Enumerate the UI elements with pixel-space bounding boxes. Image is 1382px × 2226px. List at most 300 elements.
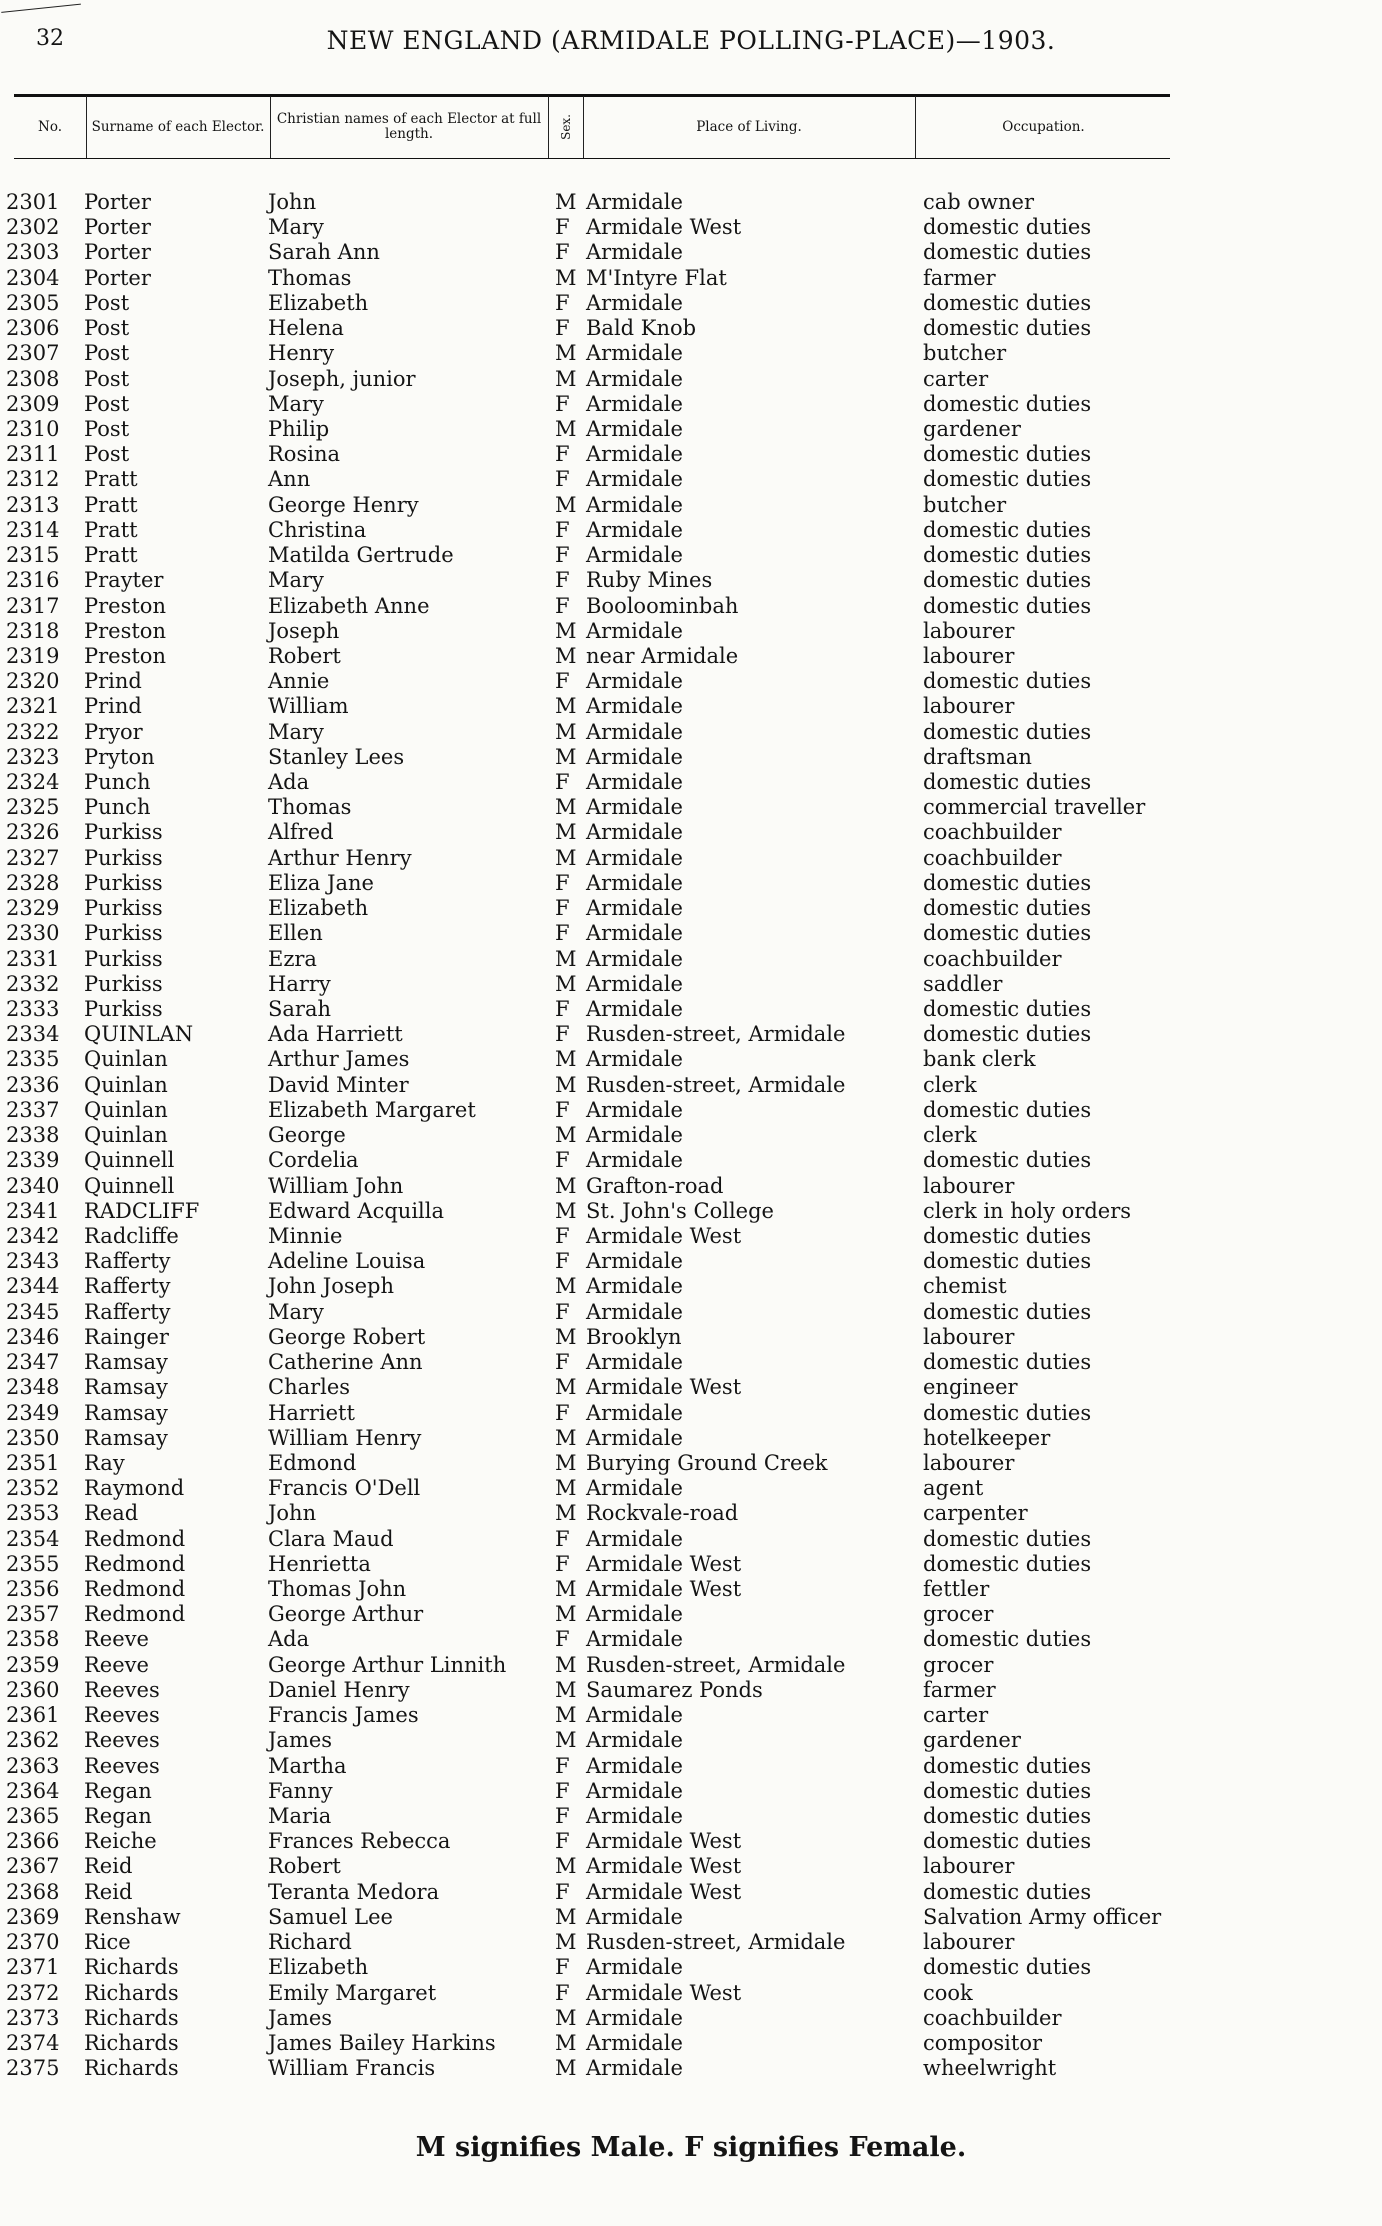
elector-sex: F: [555, 1753, 570, 1778]
elector-place-of-living: Armidale: [586, 1299, 683, 1324]
elector-number: 2309: [6, 391, 60, 416]
elector-surname: Post: [84, 290, 130, 315]
column-divider: [270, 96, 271, 158]
elector-christian-names: Rosina: [268, 442, 340, 467]
elector-occupation: commercial traveller: [923, 795, 1146, 820]
elector-surname: Ramsay: [84, 1425, 168, 1450]
elector-christian-names: Arthur James: [268, 1047, 410, 1072]
column-divider: [583, 96, 584, 158]
elector-occupation: domestic duties: [923, 391, 1092, 416]
elector-occupation: domestic duties: [923, 1804, 1092, 1828]
elector-sex: M: [555, 2056, 577, 2081]
column-divider: [548, 96, 549, 158]
elector-occupation: domestic duties: [923, 316, 1092, 341]
table-row: [0, 1653, 1382, 1678]
elector-place-of-living: Armidale: [586, 1526, 683, 1551]
elector-occupation: domestic duties: [923, 240, 1092, 265]
elector-sex: M: [555, 1930, 577, 1955]
elector-surname: Raymond: [84, 1476, 185, 1501]
elector-place-of-living: Saumarez Ponds: [586, 1677, 763, 1702]
elector-occupation: carter: [923, 366, 989, 391]
table-row: [0, 291, 1382, 316]
elector-christian-names: George Arthur Linnith: [268, 1652, 507, 1677]
elector-sex: F: [555, 669, 570, 694]
elector-sex: M: [555, 1274, 577, 1299]
elector-christian-names: Minnie: [268, 1223, 343, 1248]
elector-sex: M: [555, 1375, 577, 1400]
table-row: [0, 1955, 1382, 1980]
elector-number: 2339: [6, 1148, 60, 1173]
elector-christian-names: Emily Margaret: [268, 1980, 437, 2005]
elector-surname: Ramsay: [84, 1350, 168, 1375]
elector-christian-names: Elizabeth: [268, 896, 369, 921]
elector-place-of-living: St. John's College: [586, 1198, 774, 1223]
elector-sex: M: [555, 1173, 577, 1198]
elector-sex: F: [555, 1551, 570, 1576]
elector-place-of-living: Rusden-street, Armidale: [586, 1072, 846, 1097]
elector-sex: F: [555, 1148, 570, 1173]
elector-christian-names: George: [268, 1123, 346, 1148]
elector-sex: M: [555, 1072, 577, 1097]
elector-number: 2373: [6, 2005, 60, 2030]
table-row: [0, 367, 1382, 392]
table-row: [0, 2031, 1382, 2056]
elector-surname: Rice: [84, 1930, 131, 1955]
elector-place-of-living: Armidale: [586, 770, 683, 795]
elector-surname: Pratt: [84, 492, 138, 517]
elector-place-of-living: Bald Knob: [586, 316, 697, 341]
elector-place-of-living: Armidale: [586, 1400, 683, 1425]
table-row: [0, 1602, 1382, 1627]
elector-sex: M: [555, 845, 577, 870]
elector-occupation: gardener: [923, 416, 1021, 441]
elector-occupation: domestic duties: [923, 770, 1092, 795]
elector-number: 2316: [6, 568, 60, 593]
elector-surname: Redmond: [84, 1526, 186, 1551]
elector-number: 2347: [6, 1350, 60, 1375]
elector-sex: M: [555, 1854, 577, 1879]
elector-occupation: saddler: [923, 971, 1003, 996]
elector-christian-names: George Arthur: [268, 1602, 424, 1627]
elector-surname: Quinlan: [84, 1123, 168, 1148]
elector-number: 2340: [6, 1173, 60, 1198]
elector-christian-names: Elizabeth Anne: [268, 593, 430, 618]
elector-place-of-living: Ruby Mines: [586, 568, 713, 593]
elector-number: 2361: [6, 1703, 60, 1728]
elector-christian-names: Henrietta: [268, 1551, 371, 1576]
elector-place-of-living: Armidale: [586, 1123, 683, 1148]
table-row: [0, 1728, 1382, 1753]
elector-sex: M: [555, 946, 577, 971]
elector-christian-names: Catherine Ann: [268, 1350, 423, 1375]
elector-surname: Richards: [84, 2030, 179, 2055]
elector-sex: M: [555, 2005, 577, 2030]
elector-number: 2332: [6, 971, 60, 996]
elector-sex: M: [555, 366, 577, 391]
elector-occupation: domestic duties: [923, 1022, 1092, 1047]
elector-number: 2351: [6, 1450, 60, 1475]
elector-number: 2312: [6, 467, 60, 492]
elector-christian-names: William Francis: [268, 2056, 436, 2081]
elector-number: 2355: [6, 1551, 60, 1576]
elector-place-of-living: Armidale: [586, 1047, 683, 1072]
elector-place-of-living: Armidale: [586, 1627, 683, 1652]
elector-surname: Porter: [84, 215, 151, 240]
table-row: [0, 1199, 1382, 1224]
elector-christian-names: James Bailey Harkins: [268, 2030, 496, 2055]
elector-surname: Reid: [84, 1879, 133, 1904]
table-row: [0, 240, 1382, 265]
elector-occupation: domestic duties: [923, 669, 1092, 694]
elector-surname: Reeves: [84, 1677, 160, 1702]
table-row: [0, 2056, 1382, 2081]
table-row: [0, 1703, 1382, 1728]
table-row: [0, 493, 1382, 518]
elector-christian-names: Annie: [268, 669, 330, 694]
elector-surname: Quinlan: [84, 1047, 168, 1072]
elector-place-of-living: Brooklyn: [586, 1324, 682, 1349]
elector-surname: Purkiss: [84, 845, 163, 870]
elector-surname: Pryton: [84, 744, 155, 769]
elector-place-of-living: Armidale: [586, 618, 683, 643]
elector-christian-names: Francis James: [268, 1703, 419, 1728]
elector-place-of-living: Armidale: [586, 442, 683, 467]
elector-occupation: domestic duties: [923, 568, 1092, 593]
elector-place-of-living: Grafton-road: [586, 1173, 724, 1198]
elector-number: 2353: [6, 1501, 60, 1526]
table-row: [0, 266, 1382, 291]
elector-surname: Post: [84, 442, 130, 467]
elector-occupation: domestic duties: [923, 543, 1092, 568]
elector-sex: M: [555, 820, 577, 845]
elector-place-of-living: Armidale: [586, 1476, 683, 1501]
elector-number: 2338: [6, 1123, 60, 1148]
table-row: [0, 2006, 1382, 2031]
elector-place-of-living: Armidale: [586, 290, 683, 315]
elector-sex: F: [555, 1526, 570, 1551]
elector-sex: F: [555, 240, 570, 265]
elector-occupation: domestic duties: [923, 1148, 1092, 1173]
table-row: [0, 997, 1382, 1022]
elector-number: 2325: [6, 795, 60, 820]
elector-number: 2346: [6, 1324, 60, 1349]
elector-christian-names: Samuel Lee: [268, 1904, 393, 1929]
elector-number: 2360: [6, 1677, 60, 1702]
elector-sex: F: [555, 1299, 570, 1324]
elector-occupation: domestic duties: [923, 215, 1092, 240]
elector-number: 2318: [6, 618, 60, 643]
elector-christian-names: Fanny: [268, 1778, 333, 1803]
elector-surname: Reeves: [84, 1753, 160, 1778]
table-row: [0, 1325, 1382, 1350]
header-occupation: Occupation.: [1002, 118, 1085, 135]
elector-place-of-living: Armidale: [586, 190, 683, 214]
elector-occupation: butcher: [923, 341, 1007, 366]
elector-surname: RADCLIFF: [84, 1198, 200, 1223]
elector-surname: Prayter: [84, 568, 164, 593]
table-row: [0, 1274, 1382, 1299]
elector-sex: M: [555, 1677, 577, 1702]
elector-surname: Porter: [84, 190, 151, 214]
elector-sex: F: [555, 316, 570, 341]
elector-christian-names: Elizabeth: [268, 290, 369, 315]
elector-christian-names: Ada Harriett: [268, 1022, 403, 1047]
elector-occupation: domestic duties: [923, 921, 1092, 946]
elector-surname: Reiche: [84, 1829, 157, 1854]
elector-christian-names: Mary: [268, 215, 324, 240]
table-row: [0, 1829, 1382, 1854]
elector-christian-names: John: [268, 1501, 317, 1526]
elector-surname: Purkiss: [84, 946, 163, 971]
elector-christian-names: Adeline Louisa: [268, 1249, 426, 1274]
elector-christian-names: Stanley Lees: [268, 744, 405, 769]
header-bottom-rule: [14, 158, 1170, 159]
elector-occupation: domestic duties: [923, 1879, 1092, 1904]
elector-sex: M: [555, 2030, 577, 2055]
elector-occupation: domestic duties: [923, 517, 1092, 542]
elector-christian-names: Robert: [268, 643, 341, 668]
elector-number: 2311: [6, 442, 60, 467]
table-row: [0, 1148, 1382, 1173]
elector-occupation: domestic duties: [923, 896, 1092, 921]
elector-sex: F: [555, 568, 570, 593]
elector-number: 2304: [6, 265, 60, 290]
table-row: [0, 1300, 1382, 1325]
elector-sex: M: [555, 1047, 577, 1072]
elector-christian-names: Edward Acquilla: [268, 1198, 444, 1223]
elector-number: 2315: [6, 543, 60, 568]
elector-surname: Purkiss: [84, 870, 163, 895]
elector-number: 2341: [6, 1198, 60, 1223]
elector-occupation: labourer: [923, 1854, 1015, 1879]
elector-occupation: domestic duties: [923, 1249, 1092, 1274]
elector-number: 2356: [6, 1577, 60, 1602]
elector-place-of-living: Armidale: [586, 971, 683, 996]
table-row: [0, 619, 1382, 644]
table-row: [0, 467, 1382, 492]
table-row: [0, 1350, 1382, 1375]
elector-sex: F: [555, 467, 570, 492]
table-row: [0, 1249, 1382, 1274]
elector-christian-names: Helena: [268, 316, 344, 341]
table-row: [0, 669, 1382, 694]
elector-place-of-living: Armidale: [586, 820, 683, 845]
elector-christian-names: Ann: [268, 467, 311, 492]
table-row: [0, 190, 1382, 215]
elector-sex: M: [555, 719, 577, 744]
elector-sex: F: [555, 1097, 570, 1122]
elector-surname: Pratt: [84, 517, 138, 542]
elector-number: 2329: [6, 896, 60, 921]
elector-occupation: domestic duties: [923, 1223, 1092, 1248]
elector-number: 2323: [6, 744, 60, 769]
elector-number: 2342: [6, 1223, 60, 1248]
elector-sex: M: [555, 341, 577, 366]
elector-christian-names: John Joseph: [268, 1274, 395, 1299]
elector-place-of-living: Armidale: [586, 997, 683, 1021]
elector-surname: Pratt: [84, 467, 138, 492]
elector-number: 2314: [6, 517, 60, 542]
elector-surname: Rafferty: [84, 1249, 171, 1274]
elector-occupation: domestic duties: [923, 593, 1092, 618]
elector-sex: F: [555, 770, 570, 795]
elector-christian-names: William John: [268, 1173, 404, 1198]
elector-place-of-living: Armidale West: [586, 1551, 742, 1576]
elector-sex: F: [555, 1879, 570, 1904]
table-row: [0, 1930, 1382, 1955]
elector-number: 2333: [6, 997, 60, 1021]
elector-number: 2310: [6, 416, 60, 441]
elector-number: 2350: [6, 1425, 60, 1450]
elector-place-of-living: Armidale West: [586, 1375, 742, 1400]
elector-occupation: coachbuilder: [923, 820, 1062, 845]
elector-sex: M: [555, 1577, 577, 1602]
elector-number: 2374: [6, 2030, 60, 2055]
elector-number: 2362: [6, 1728, 60, 1753]
table-row: [0, 846, 1382, 871]
elector-place-of-living: Armidale: [586, 1602, 683, 1627]
elector-place-of-living: Armidale: [586, 1753, 683, 1778]
table-row: [0, 1123, 1382, 1148]
elector-occupation: engineer: [923, 1375, 1018, 1400]
elector-sex: F: [555, 1400, 570, 1425]
elector-occupation: chemist: [923, 1274, 1007, 1299]
elector-number: 2335: [6, 1047, 60, 1072]
elector-surname: Ramsay: [84, 1375, 168, 1400]
elector-place-of-living: Armidale: [586, 1703, 683, 1728]
elector-number: 2358: [6, 1627, 60, 1652]
elector-place-of-living: Armidale: [586, 2056, 683, 2081]
elector-christian-names: John: [268, 190, 317, 214]
elector-number: 2371: [6, 1955, 60, 1980]
elector-number: 2324: [6, 770, 60, 795]
elector-sex: F: [555, 1804, 570, 1828]
elector-christian-names: Ellen: [268, 921, 323, 946]
elector-place-of-living: Armidale: [586, 795, 683, 820]
elector-place-of-living: Armidale: [586, 467, 683, 492]
elector-christian-names: Matilda Gertrude: [268, 543, 454, 568]
table-row: [0, 518, 1382, 543]
elector-occupation: labourer: [923, 1173, 1015, 1198]
elector-surname: Preston: [84, 593, 166, 618]
page-number: 32: [36, 26, 64, 51]
elector-surname: Richards: [84, 1955, 179, 1980]
elector-sex: M: [555, 1602, 577, 1627]
elector-occupation: labourer: [923, 1930, 1015, 1955]
elector-number: 2370: [6, 1930, 60, 1955]
elector-christian-names: Philip: [268, 416, 330, 441]
elector-number: 2375: [6, 2056, 60, 2081]
elector-sex: F: [555, 543, 570, 568]
elector-surname: Preston: [84, 643, 166, 668]
table-row: [0, 1426, 1382, 1451]
elector-christian-names: Mary: [268, 719, 324, 744]
elector-surname: Purkiss: [84, 921, 163, 946]
elector-sex: M: [555, 1425, 577, 1450]
elector-place-of-living: Armidale: [586, 946, 683, 971]
elector-christian-names: George Henry: [268, 492, 419, 517]
elector-number: 2303: [6, 240, 60, 265]
elector-place-of-living: Booloominbah: [586, 593, 739, 618]
elector-number: 2302: [6, 215, 60, 240]
elector-place-of-living: Armidale: [586, 341, 683, 366]
header-top-rule: [14, 94, 1170, 97]
elector-occupation: clerk: [923, 1123, 977, 1148]
elector-christian-names: Thomas: [268, 265, 352, 290]
elector-surname: Rainger: [84, 1324, 169, 1349]
elector-occupation: gardener: [923, 1728, 1021, 1753]
elector-christian-names: Maria: [268, 1804, 332, 1828]
elector-sex: M: [555, 1703, 577, 1728]
elector-sex: M: [555, 190, 577, 214]
elector-occupation: farmer: [923, 265, 996, 290]
table-row: [0, 1779, 1382, 1804]
elector-number: 2337: [6, 1097, 60, 1122]
elector-number: 2331: [6, 946, 60, 971]
elector-surname: Quinnell: [84, 1148, 175, 1173]
elector-sex: M: [555, 492, 577, 517]
elector-christian-names: Ada: [268, 770, 310, 795]
elector-occupation: domestic duties: [923, 467, 1092, 492]
elector-place-of-living: Armidale West: [586, 1829, 742, 1854]
elector-number: 2359: [6, 1652, 60, 1677]
elector-occupation: coachbuilder: [923, 845, 1062, 870]
elector-sex: M: [555, 694, 577, 719]
elector-occupation: domestic duties: [923, 997, 1092, 1021]
elector-place-of-living: Armidale: [586, 240, 683, 265]
elector-sex: M: [555, 265, 577, 290]
elector-christian-names: Sarah: [268, 997, 331, 1021]
elector-number: 2336: [6, 1072, 60, 1097]
elector-number: 2352: [6, 1476, 60, 1501]
elector-christian-names: Daniel Henry: [268, 1677, 410, 1702]
elector-occupation: domestic duties: [923, 1350, 1092, 1375]
elector-occupation: cook: [923, 1980, 973, 2005]
elector-place-of-living: Armidale: [586, 391, 683, 416]
elector-place-of-living: Armidale West: [586, 1980, 742, 2005]
elector-sex: F: [555, 1022, 570, 1047]
elector-surname: Read: [84, 1501, 139, 1526]
elector-number: 2345: [6, 1299, 60, 1324]
table-row: [0, 896, 1382, 921]
elector-christian-names: Ezra: [268, 946, 317, 971]
elector-christian-names: Charles: [268, 1375, 351, 1400]
table-row: [0, 1073, 1382, 1098]
elector-occupation: domestic duties: [923, 1753, 1092, 1778]
elector-surname: Post: [84, 391, 130, 416]
elector-place-of-living: Armidale: [586, 1097, 683, 1122]
table-row: [0, 1854, 1382, 1879]
elector-surname: Renshaw: [84, 1904, 181, 1929]
table-row: [0, 1552, 1382, 1577]
elector-place-of-living: Armidale: [586, 416, 683, 441]
elector-place-of-living: Armidale: [586, 870, 683, 895]
elector-surname: Prind: [84, 694, 142, 719]
elector-surname: Purkiss: [84, 896, 163, 921]
elector-occupation: labourer: [923, 618, 1015, 643]
elector-sex: F: [555, 1778, 570, 1803]
elector-surname: Post: [84, 416, 130, 441]
elector-occupation: carter: [923, 1703, 989, 1728]
elector-sex: F: [555, 1350, 570, 1375]
elector-number: 2348: [6, 1375, 60, 1400]
elector-occupation: domestic duties: [923, 870, 1092, 895]
elector-place-of-living: Armidale: [586, 1350, 683, 1375]
elector-christian-names: Harriett: [268, 1400, 355, 1425]
table-row: [0, 644, 1382, 669]
elector-place-of-living: Armidale: [586, 1778, 683, 1803]
elector-occupation: carpenter: [923, 1501, 1028, 1526]
